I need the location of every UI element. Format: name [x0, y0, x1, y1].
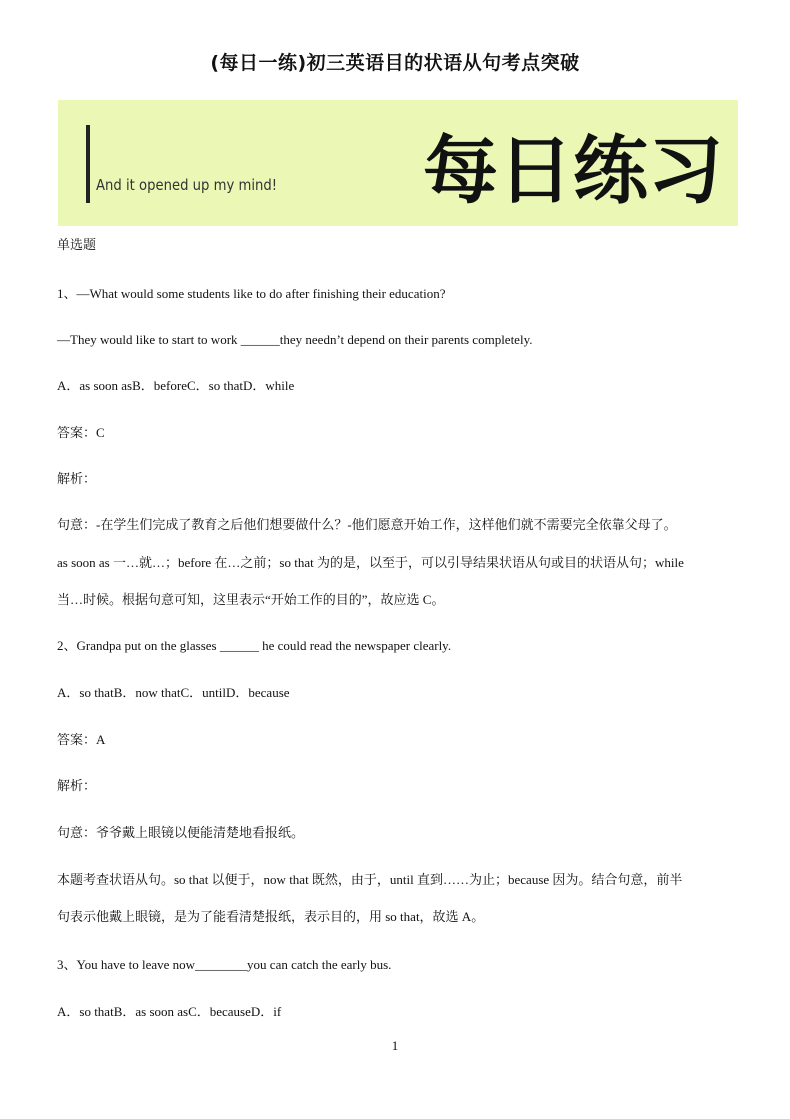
section-heading: 单选题 — [57, 237, 97, 252]
q1-explain-line2: 当…时候。根据句意可知，这里表示“开始工作的目的”，故应选 C。 — [57, 592, 445, 607]
banner-bar — [86, 125, 90, 203]
page-number: 1 — [391, 1038, 399, 1053]
q1-question: 1、—What would some students like to do after finishing their education? — [57, 286, 446, 301]
q2-question: 2、Grandpa put on the glasses ______ he could read the newspaper clearly. — [57, 638, 452, 653]
q3-options: A．so thatB．as soon asC．becauseD．if — [57, 1004, 282, 1019]
q1-explain-line1: as soon as 一…就…；before 在…之前；so that 为的是，以至于，可以引导结果状语从句或目的状语从句；while — [57, 555, 684, 570]
q1-meaning: 句意：-在学生们完成了教育之后他们想要做什么？-他们愿意开始工作，这样他们就不需要完全依靠父母了。 — [57, 517, 677, 532]
banner — [58, 100, 738, 226]
q1-answer: 答案：C — [57, 425, 105, 440]
q2-answer: 答案：A — [57, 732, 106, 747]
q1-question-line2: —They would like to start to work ______they needn’t depend on their parents completely. — [57, 332, 533, 347]
q1-options: A．as soon asB．beforeC．so thatD．while — [57, 378, 295, 393]
q2-options: A．so thatB．now thatC．untilD．because — [57, 685, 290, 700]
q2-explain-line2: 句表示他戴上眼镜，是为了能看清楚报纸，表示目的，用 so that，故选 A。 — [57, 909, 485, 924]
banner-stamp — [413, 108, 733, 218]
page-title: (每日一练)初三英语目的状语从句考点突破 — [210, 52, 580, 74]
q1-analysis-label: 解析： — [57, 471, 97, 486]
banner-stamp-text: 每日练习 — [423, 128, 723, 214]
banner-slogan: And it opened up my mind! — [96, 176, 278, 194]
q2-meaning: 句意：爷爷戴上眼镜以便能清楚地看报纸。 — [57, 825, 305, 840]
q2-analysis-label: 解析： — [57, 778, 97, 793]
q2-explain-line1: 本题考查状语从句。so that 以便于，now that 既然，由于，until 直到……为止；because 因为。结合句意，前半 — [57, 872, 683, 887]
q3-question: 3、You have to leave now________you can catch the early bus. — [57, 957, 392, 972]
